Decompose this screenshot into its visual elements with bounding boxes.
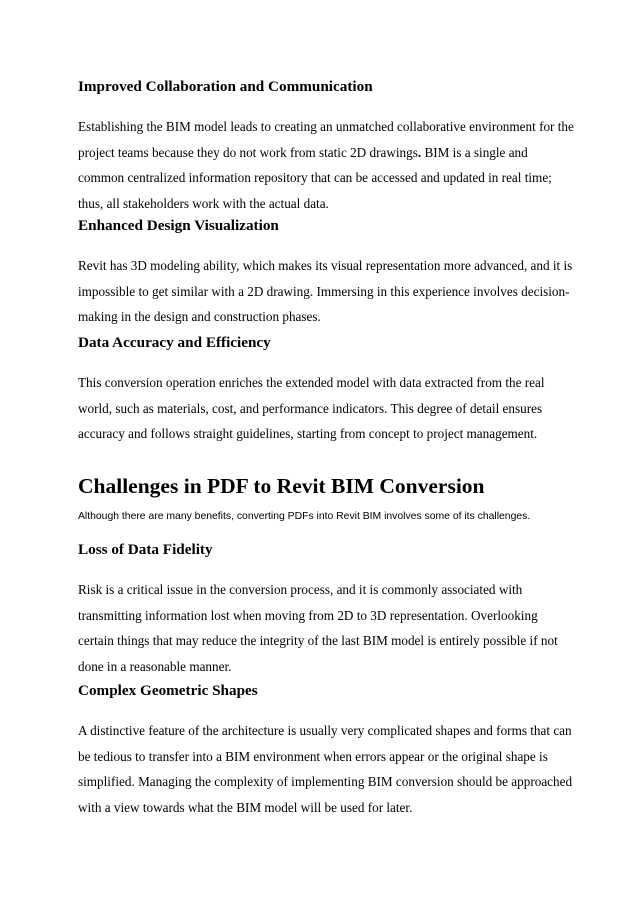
challenges-intro: Although there are many benefits, converting PDFs into Revit BIM involves some of its challenges. bbox=[78, 511, 531, 522]
paragraph-line: Revit has 3D modeling ability, which makes its visual representation more advanced, and it is bbox=[78, 258, 573, 273]
paragraph-line: Establishing the BIM model leads to creating an unmatched collaborative environment for the bbox=[78, 119, 574, 134]
paragraph-line: world, such as materials, cost, and performance indicators. This degree of detail ensures bbox=[78, 400, 543, 416]
line-text: BIM is a single and bbox=[421, 144, 528, 160]
paragraph-line: impossible to get similar with a 2D drawing. Immersing in this experience involves decision- bbox=[78, 283, 570, 299]
heading-loss-of-data-fidelity: Loss of Data Fidelity bbox=[78, 541, 213, 558]
paragraph-line: accuracy and follows straight guidelines, starting from concept to project management. bbox=[78, 426, 538, 442]
heading-challenges: Challenges in PDF to Revit BIM Conversion bbox=[78, 474, 485, 498]
heading-complex-geometric-shapes: Complex Geometric Shapes bbox=[78, 682, 258, 699]
heading-data-accuracy: Data Accuracy and Efficiency bbox=[78, 334, 271, 351]
paragraph-line: simplified. Managing the complexity of implementing BIM conversion should be approached bbox=[78, 774, 573, 790]
paragraph-complex-geometric-shapes bbox=[78, 721, 573, 823]
bold-period: . bbox=[417, 144, 422, 160]
line-text: project teams because they do not work from static 2D drawings bbox=[78, 144, 418, 160]
paragraph-line: thus, all stakeholders work with the actual data. bbox=[78, 195, 329, 211]
paragraph-line bbox=[78, 143, 570, 169]
heading-enhanced-design-visualization: Enhanced Design Visualization bbox=[78, 217, 279, 234]
paragraph-loss-of-data-fidelity bbox=[78, 580, 570, 682]
paragraph-enhanced-design-visualization bbox=[78, 256, 573, 333]
paragraph-data-accuracy bbox=[78, 373, 570, 450]
paragraph-line: Risk is a critical issue in the conversion process, and it is commonly associated with bbox=[78, 582, 523, 597]
paragraph-line: This conversion operation enriches the extended model with data extracted from the real bbox=[78, 375, 545, 390]
paragraph-line: with a view towards what the BIM model will be used for later. bbox=[78, 799, 413, 815]
paragraph-line: A distinctive feature of the architecture is usually very complicated shapes and forms that can bbox=[78, 723, 572, 738]
heading-improved-collaboration: Improved Collaboration and Communication bbox=[78, 78, 373, 95]
paragraph-line: making in the design and construction phases. bbox=[78, 309, 321, 325]
paragraph-line: transmitting information lost when moving from 2D to 3D representation. Overlooking bbox=[78, 607, 538, 623]
paragraph-line: be tedious to transfer into a BIM environment when errors appear or the original shape is bbox=[78, 748, 548, 764]
paragraph-line: common centralized information repository that can be accessed and updated in real time; bbox=[78, 170, 552, 186]
paragraph-line: certain things that may reduce the integrity of the last BIM model is entirely possible if not bbox=[78, 633, 558, 649]
paragraph-line: done in a reasonable manner. bbox=[78, 658, 232, 674]
paragraph-improved-collaboration bbox=[78, 117, 574, 219]
